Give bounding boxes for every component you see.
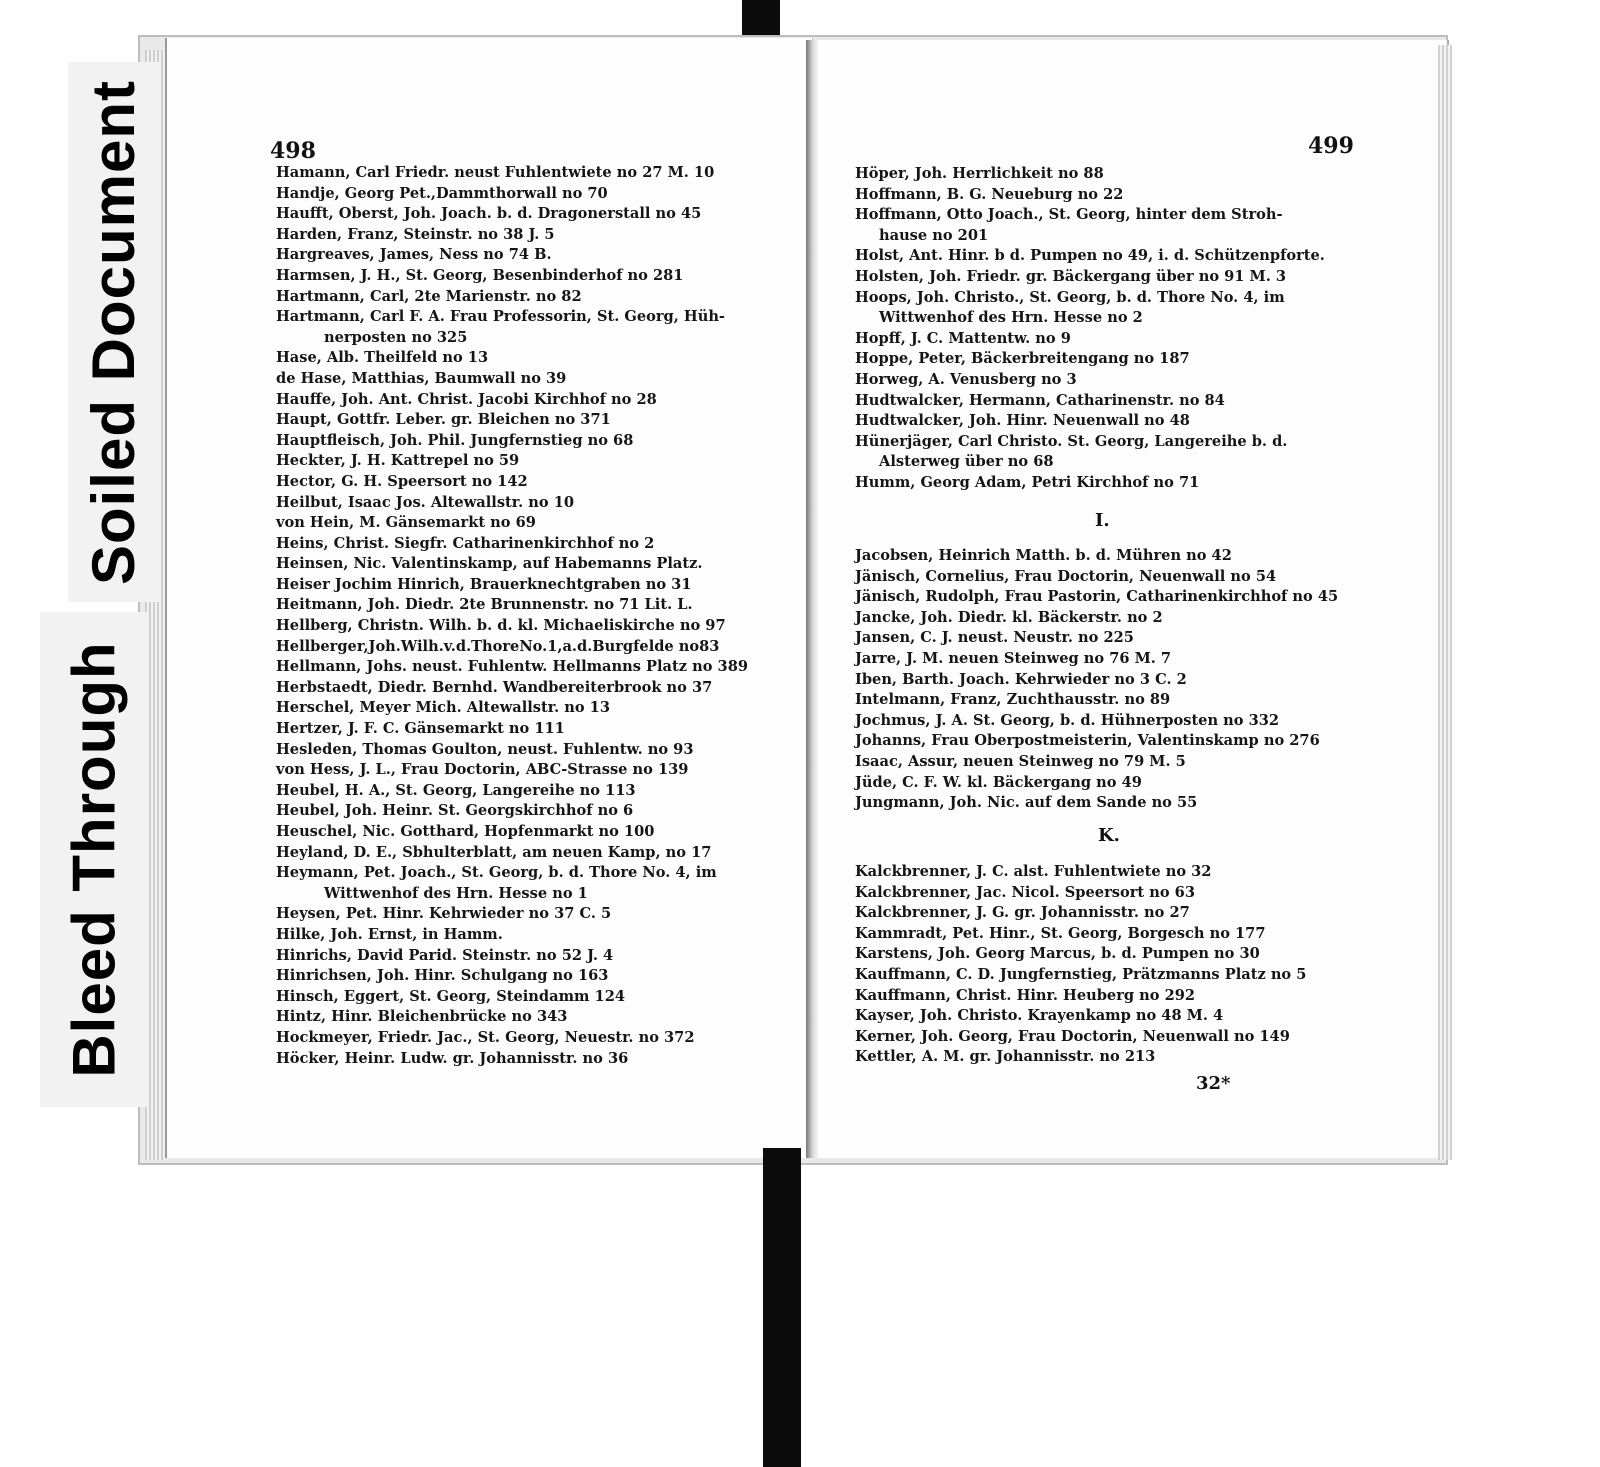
directory-entry: Hintz, Hinr. Bleichenbrücke no 343 [276, 1008, 568, 1026]
soiled-document-label [68, 62, 160, 602]
directory-entry: Haupt, Gottfr. Leber. gr. Bleichen no 371 [276, 411, 611, 429]
directory-entry: Heyland, D. E., Sbhulterblatt, am neuen Kamp, no 17 [276, 843, 712, 861]
directory-entry: Hellmann, Johs. neust. Fuhlentw. Hellmanns Platz no 389 [276, 658, 749, 676]
directory-entry: Heinsen, Nic. Valentinskamp, auf Habemanns Platz. [276, 555, 703, 573]
directory-entry: Jochmus, J. A. St. Georg, b. d. Hühnerposten no 332 [855, 711, 1280, 729]
directory-entry: Jancke, Joh. Diedr. kl. Bäckerstr. no 2 [855, 608, 1163, 626]
directory-entry: Hartmann, Carl, 2te Marienstr. no 82 [276, 287, 582, 305]
directory-entry: Hellberg, Christn. Wilh. b. d. kl. Michaeliskirche no 97 [276, 617, 726, 635]
directory-entry-continuation: Alsterweg über no 68 [879, 453, 1054, 471]
right-page-edges [1438, 45, 1452, 1160]
directory-entry: Holsten, Joh. Friedr. gr. Bäckergang über no 91 M. 3 [855, 267, 1287, 285]
directory-entry: Jänisch, Cornelius, Frau Doctorin, Neuenwall no 54 [855, 567, 1277, 585]
directory-entry: Hudtwalcker, Hermann, Catharinenstr. no 84 [855, 391, 1225, 409]
directory-entry: Jänisch, Rudolph, Frau Pastorin, Catharinenkirchhof no 45 [855, 588, 1339, 606]
directory-entry: Herschel, Meyer Mich. Altewallstr. no 13 [276, 699, 610, 717]
directory-entry: Hase, Alb. Theilfeld no 13 [276, 349, 489, 367]
binding-strip-bottom [763, 1148, 801, 1467]
directory-entry: Johanns, Frau Oberpostmeisterin, Valentinskamp no 276 [855, 732, 1320, 750]
directory-entry: Kalckbrenner, J. G. gr. Johannisstr. no 27 [855, 904, 1190, 922]
directory-entry: Heubel, H. A., St. Georg, Langereihe no 113 [276, 781, 636, 799]
directory-entry: Iben, Barth. Joach. Kehrwieder no 3 C. 2 [855, 670, 1187, 688]
directory-entry: von Hein, M. Gänsemarkt no 69 [276, 514, 536, 532]
directory-entry: Hargreaves, James, Ness no 74 B. [276, 246, 552, 264]
directory-entry: Jüde, C. F. W. kl. Bäckergang no 49 [855, 773, 1142, 791]
directory-entry: Kauffmann, C. D. Jungfernstieg, Prätzmanns Platz no 5 [855, 965, 1307, 983]
directory-entry: Kalckbrenner, J. C. alst. Fuhlentwiete no 32 [855, 863, 1212, 880]
directory-entry: Heiser Jochim Hinrich, Brauerknechtgraben no 31 [276, 575, 692, 593]
directory-entry: Karstens, Joh. Georg Marcus, b. d. Pumpen no 30 [855, 945, 1260, 963]
directory-entry: Herbstaedt, Diedr. Bernhd. Wandbereiterbrook no 37 [276, 678, 713, 696]
directory-entry: Heymann, Pet. Joach., St. Georg, b. d. Thore No. 4, im [276, 864, 717, 882]
directory-entry: Heckter, J. H. Kattrepel no 59 [276, 452, 520, 470]
directory-entry: Hilke, Joh. Ernst, in Hamm. [276, 925, 503, 943]
directory-entry: Hoops, Joh. Christo., St. Georg, b. d. Thore No. 4, im [855, 288, 1285, 306]
directory-entry: Kauffmann, Christ. Hinr. Heuberg no 292 [855, 986, 1196, 1004]
directory-entry: Kammradt, Pet. Hinr., St. Georg, Borgesch no 177 [855, 924, 1266, 942]
directory-entry: Heilbut, Isaac Jos. Altewallstr. no 10 [276, 493, 575, 511]
directory-entry: Jungmann, Joh. Nic. auf dem Sande no 55 [855, 794, 1198, 812]
section-heading-i: I. [1095, 510, 1110, 531]
directory-entry: Intelmann, Franz, Zuchthausstr. no 89 [855, 691, 1171, 709]
directory-entry: Holst, Ant. Hinr. b d. Pumpen no 49, i. d. Schützenpforte. [855, 247, 1325, 265]
directory-entry-continuation: hause no 201 [879, 226, 989, 244]
directory-entry: Höper, Joh. Herrlichkeit no 88 [855, 165, 1104, 182]
directory-entry: Harmsen, J. H., St. Georg, Besenbinderhof no 281 [276, 266, 684, 284]
bleed-through-label [40, 612, 148, 1107]
directory-entry: Hoppe, Peter, Bäckerbreitengang no 187 [855, 350, 1190, 368]
directory-entry: Hinrichsen, Joh. Hinr. Schulgang no 163 [276, 967, 609, 985]
directory-entry: Heuschel, Nic. Gotthard, Hopfenmarkt no 100 [276, 823, 655, 840]
directory-entry: Hamann, Carl Friedr. neust Fuhlentwiete no 27 M. 10 [276, 164, 715, 181]
bleed-through-text: Bleed Through [60, 641, 128, 1078]
directory-entry: Hünerjäger, Carl Christo. St. Georg, Langereihe b. d. [855, 432, 1288, 450]
book-gutter [806, 40, 818, 1158]
directory-entry: Heitmann, Joh. Diedr. 2te Brunnenstr. no 71 Lit. L. [276, 596, 693, 614]
directory-entry: Hockmeyer, Friedr. Jac., St. Georg, Neuestr. no 372 [276, 1028, 695, 1046]
directory-entry: Hinrichs, David Parid. Steinstr. no 52 J. 4 [276, 946, 614, 964]
directory-entry: Handje, Georg Pet.,Dammthorwall no 70 [276, 184, 608, 202]
directory-entry: von Hess, J. L., Frau Doctorin, ABC-Strasse no 139 [276, 761, 689, 779]
directory-entry: Hertzer, J. F. C. Gänsemarkt no 111 [276, 720, 565, 738]
directory-entry: Heubel, Joh. Heinr. St. Georgskirchhof no 6 [276, 802, 634, 820]
directory-entry: Isaac, Assur, neuen Steinweg no 79 M. 5 [855, 752, 1186, 770]
directory-entry: Hauptfleisch, Joh. Phil. Jungfernstieg no 68 [276, 431, 634, 449]
directory-entry: Hopff, J. C. Mattentw. no 9 [855, 329, 1071, 347]
directory-entry: Hauffe, Joh. Ant. Christ. Jacobi Kirchhof no 28 [276, 390, 657, 408]
directory-entry-continuation: Wittwenhof des Hrn. Hesse no 2 [879, 309, 1143, 327]
directory-entry: Harden, Franz, Steinstr. no 38 J. 5 [276, 225, 555, 243]
directory-entry-continuation: Wittwenhof des Hrn. Hesse no 1 [324, 884, 588, 902]
right-section-k-entries [855, 862, 1306, 1068]
soiled-document-text: Soiled Document [80, 79, 148, 585]
directory-entry: Hudtwalcker, Joh. Hinr. Neuenwall no 48 [855, 412, 1190, 430]
directory-entry: Hartmann, Carl F. A. Frau Professorin, St. Georg, Hüh- [276, 308, 725, 326]
directory-entry: Heins, Christ. Siegfr. Catharinenkirchhof no 2 [276, 534, 655, 552]
directory-entry: Kalckbrenner, Jac. Nicol. Speersort no 63 [855, 883, 1195, 901]
right-page-number: 499 [1308, 133, 1354, 159]
directory-entry: Hinsch, Eggert, St. Georg, Steindamm 124 [276, 987, 626, 1005]
directory-entry: Höcker, Heinr. Ludw. gr. Johannisstr. no 36 [276, 1049, 629, 1067]
directory-entry: Kettler, A. M. gr. Johannisstr. no 213 [855, 1048, 1156, 1066]
right-section-i-entries [855, 546, 1338, 814]
directory-entry: Hoffmann, Otto Joach., St. Georg, hinter dem Stroh- [855, 206, 1283, 224]
directory-entry: Heysen, Pet. Hinr. Kehrwieder no 37 C. 5 [276, 905, 612, 923]
signature-mark: 32* [1196, 1073, 1231, 1094]
left-page-entries [276, 163, 748, 1069]
directory-entry: Jarre, J. M. neuen Steinweg no 76 M. 7 [855, 649, 1172, 667]
directory-entry-continuation: nerposten no 325 [324, 328, 468, 346]
directory-entry: Jacobsen, Heinrich Matth. b. d. Mühren no 42 [855, 547, 1232, 564]
directory-entry: Kerner, Joh. Georg, Frau Doctorin, Neuenwall no 149 [855, 1027, 1290, 1045]
directory-entry: Hector, G. H. Speersort no 142 [276, 472, 528, 490]
left-page-number: 498 [270, 138, 316, 164]
directory-entry: Haufft, Oberst, Joh. Joach. b. d. Dragonerstall no 45 [276, 205, 702, 223]
directory-entry: Humm, Georg Adam, Petri Kirchhof no 71 [855, 473, 1200, 491]
directory-entry: de Hase, Matthias, Baumwall no 39 [276, 369, 567, 387]
directory-entry: Hellberger,Joh.Wilh.v.d.ThoreNo.1,a.d.Burgfelde no83 [276, 637, 720, 655]
section-heading-k: K. [1098, 825, 1120, 846]
directory-entry: Jansen, C. J. neust. Neustr. no 225 [855, 629, 1134, 647]
directory-entry: Kayser, Joh. Christo. Krayenkamp no 48 M. 4 [855, 1007, 1224, 1025]
directory-entry: Horweg, A. Venusberg no 3 [855, 370, 1077, 388]
directory-entry: Hoffmann, B. G. Neueburg no 22 [855, 185, 1124, 203]
directory-entry: Hesleden, Thomas Goulton, neust. Fuhlentw. no 93 [276, 740, 694, 758]
right-section-h-entries [855, 164, 1325, 494]
